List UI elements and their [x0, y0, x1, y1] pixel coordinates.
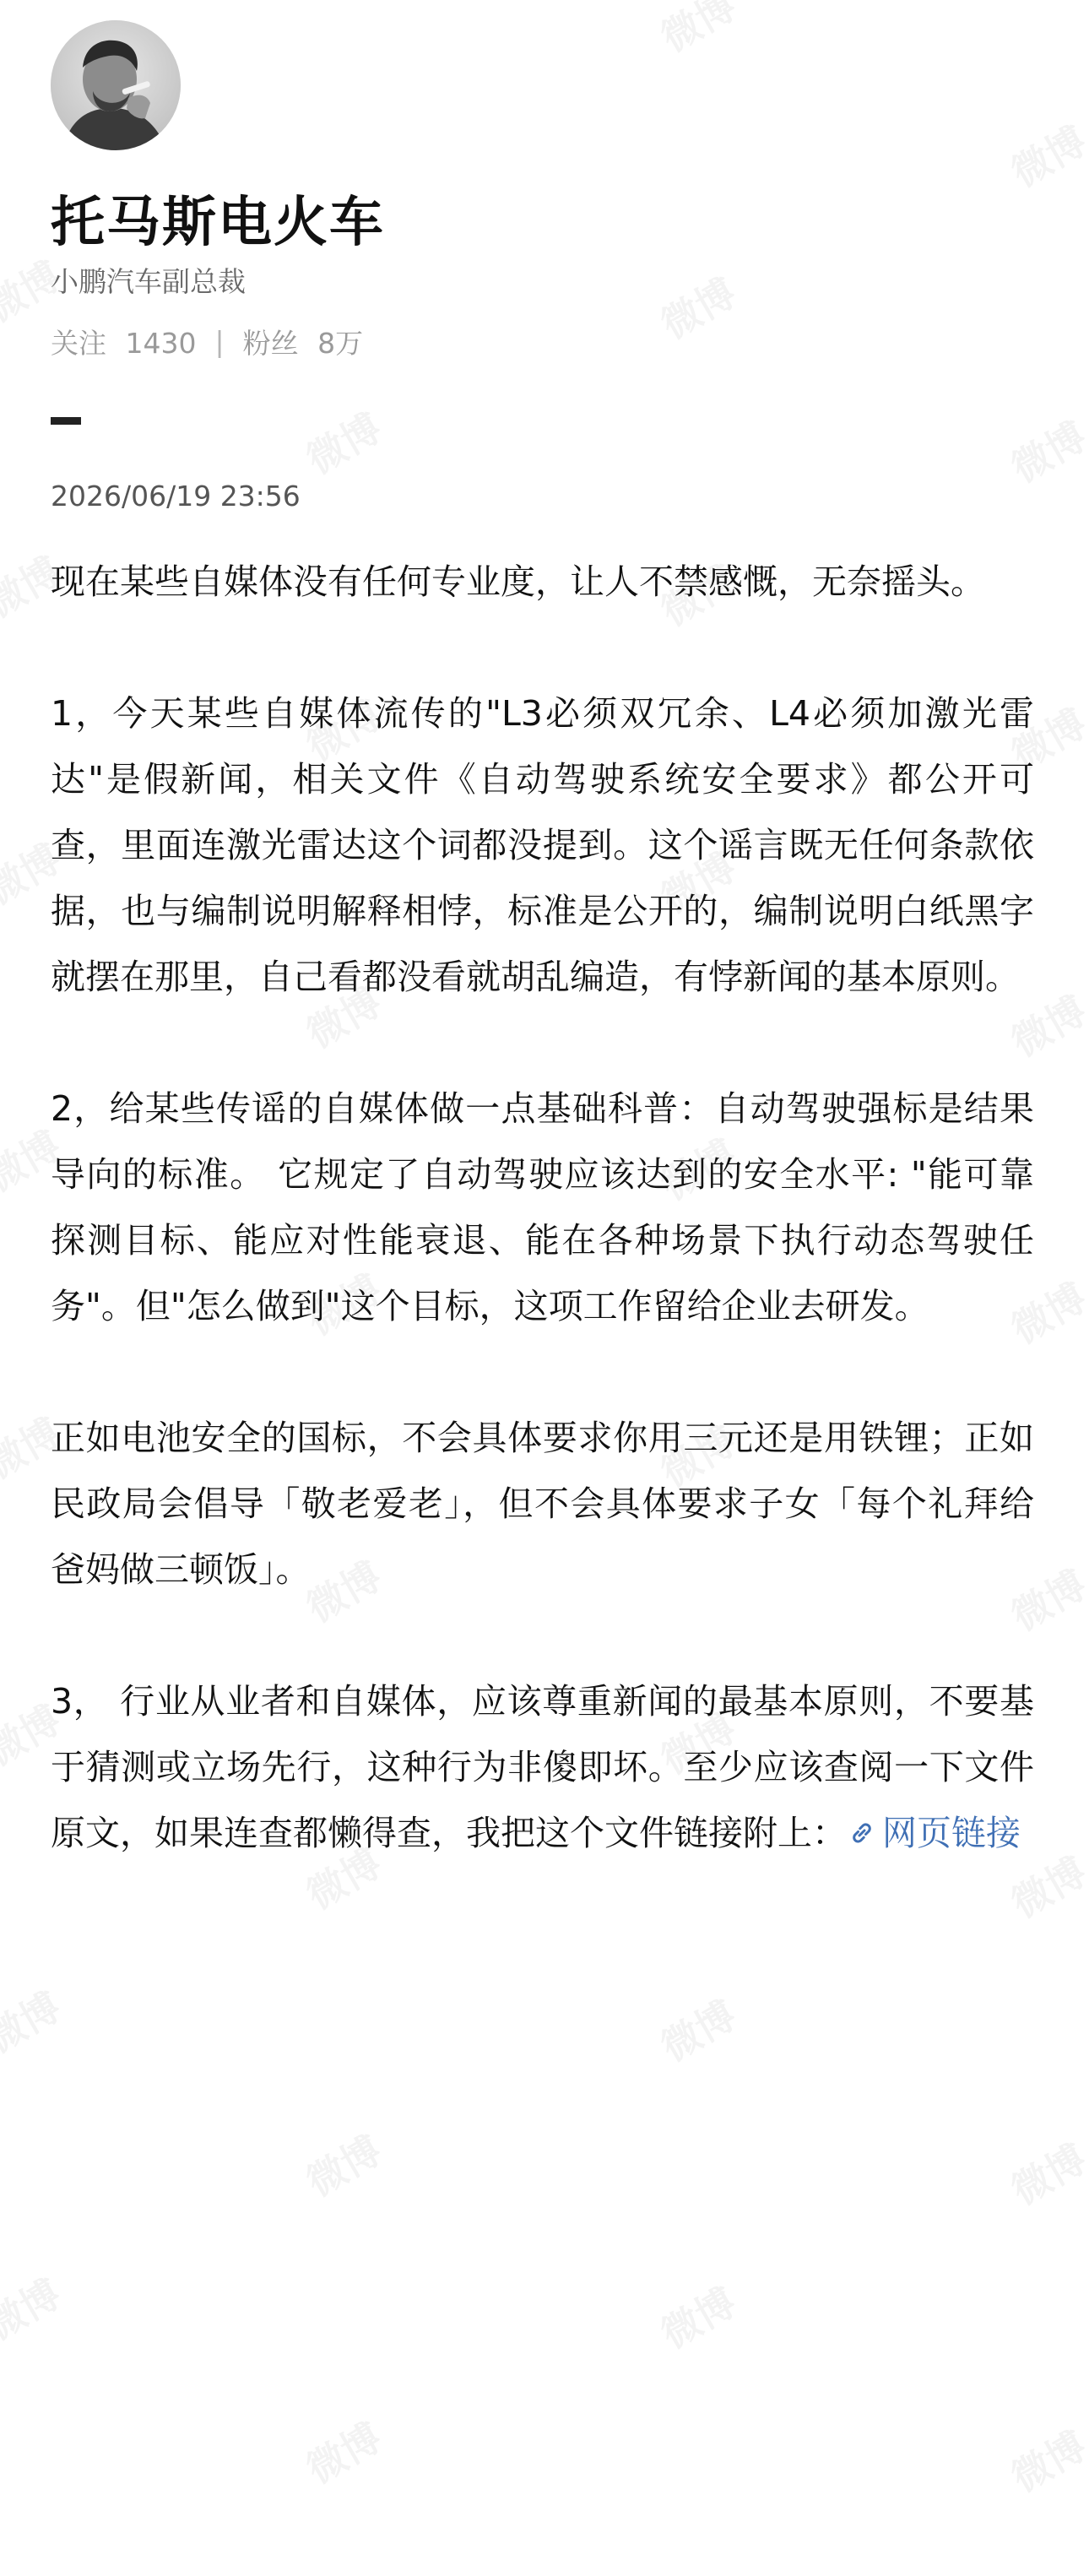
link-icon	[847, 1818, 877, 1848]
profile-title: 小鹏汽车副总裁	[51, 265, 246, 298]
avatar[interactable]	[51, 20, 181, 150]
post-paragraph: 现在某些自媒体没有任何专业度，让人不禁感慨，无奈摇头。	[51, 561, 985, 602]
following-stat[interactable]	[51, 322, 196, 361]
watermark	[1000, 2416, 1089, 2503]
watermark	[0, 2264, 69, 2351]
watermark	[295, 2407, 391, 2494]
web-link[interactable]	[847, 1813, 1021, 1853]
profile-name[interactable]: 托马斯电火车	[51, 192, 385, 254]
post-paragraph: 1，今天某些自媒体流传的"L3必须双冗余、L4必须加激光雷达"是假新闻，相关文件《自动驾驶系统安全要求》都公开可查，里面连激光雷达这个词都没提到。这个谣言既无任何条款依据，也与编制说明解释相悖，标准是公开的，编制说明白纸黑字就摆在那里，自己看都没看就胡乱编造，有悖新闻的基本原则。	[51, 693, 1034, 997]
watermark	[1000, 2129, 1089, 2215]
watermark	[1000, 406, 1089, 493]
watermark	[650, 0, 745, 63]
watermark	[650, 2272, 745, 2359]
followers-count: 8万	[317, 327, 364, 360]
post-paragraph-text: 3， 行业从业者和自媒体，应该尊重新闻的最基本原则，不要基于猜测或立场先行，这种行为非傻即坏。至少应该查阅一下文件原文，如果连查都懒得查，我把这个文件链接附上：	[51, 1681, 1034, 1853]
stats-separator: |	[214, 325, 225, 358]
web-link-label: 网页链接	[882, 1813, 1021, 1853]
post-paragraph-with-link	[51, 1668, 1034, 1866]
watermark	[650, 263, 745, 350]
post-content	[51, 549, 1034, 1866]
watermark	[0, 1977, 69, 2064]
section-divider	[51, 417, 81, 425]
post-date: 2026/06/19 23:56	[51, 480, 301, 512]
following-label: 关注	[51, 327, 106, 360]
watermark	[650, 1985, 745, 2072]
post-paragraph: 正如电池安全的国标，不会具体要求你用三元还是用铁锂；正如民政局会倡导「敬老爱老」，但不会具体要求子女「每个礼拜给爸妈做三顿饭」。	[51, 1418, 1034, 1590]
followers-label: 粉丝	[242, 327, 299, 360]
post-paragraph: 2，给某些传谣的自媒体做一点基础科普：自动驾驶强标是结果导向的标准。 它规定了自动驾驶应该达到的安全水平: "能可靠探测目标、能应对性能衰退、能在各种场景下执行动态驾驶任务"。但"怎么做到"这个目标，这项工作留给企业去研发。	[51, 1088, 1034, 1326]
watermark	[295, 398, 391, 485]
watermark	[295, 2120, 391, 2207]
followers-stat[interactable]	[243, 322, 364, 361]
watermark	[1000, 111, 1089, 198]
following-count: 1430	[125, 327, 197, 360]
avatar-portrait-image	[51, 20, 181, 150]
profile-stats	[51, 322, 363, 361]
